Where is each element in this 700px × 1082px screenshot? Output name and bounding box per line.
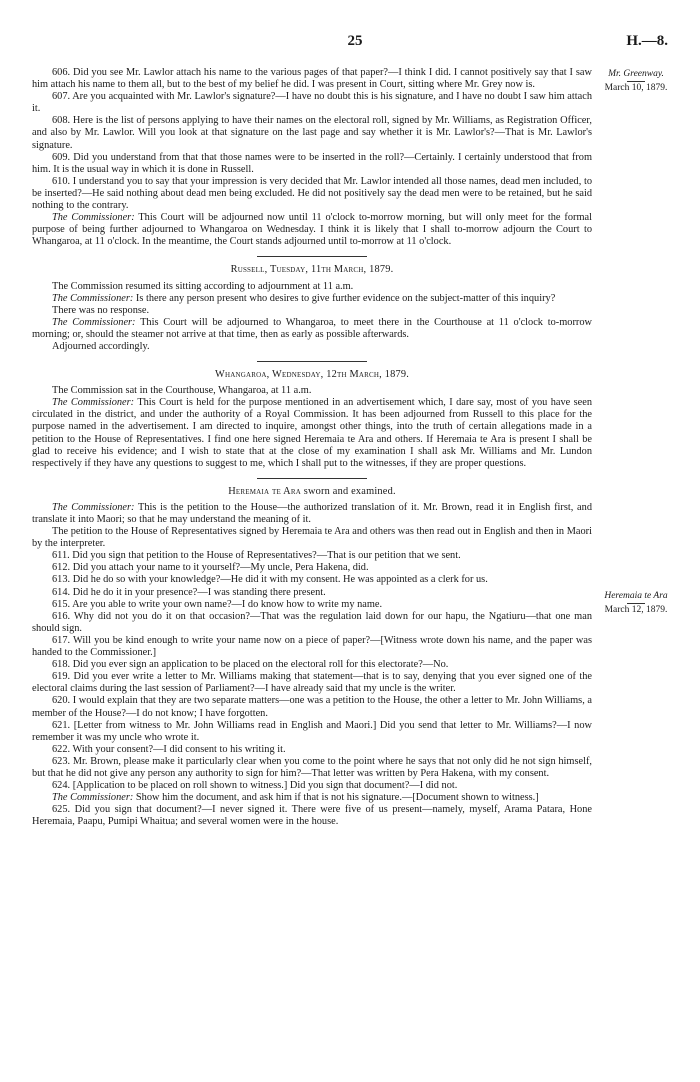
page-header — [32, 33, 678, 51]
speaker-label: The Commissioner: — [52, 397, 135, 409]
statement-text: This is the petition to the House—the authorized translation of it. Mr. Brown, read it in English first, and translate it into Maori; so that he may understand the meaning of it. — [32, 501, 592, 525]
margin-note-date: March 10, 1879. — [604, 83, 668, 93]
proceedings-paragraph: Adjourned accordingly. — [52, 340, 150, 352]
statement-text: This Court will be adjourned now until 11 o'clock to-morrow morning, but will only meet for the formal purpose of being further adjourned to Whangaroa on Wednesday. I think it is likely that I shall to-morrow adjourn the Court to Whangaroa, at 11 o'clock. In the meantime, the Court stands adjourned until to-morrow at 11 o'clock. — [32, 212, 592, 248]
section-heading: Russell, Tuesday, 11th March, 1879. — [230, 264, 394, 276]
margin-note-date: March 12, 1879. — [604, 605, 668, 615]
section-heading: Whangaroa, Wednesday, 12th March, 1879. — [215, 369, 409, 381]
evidence-paragraph: 608. Here is the list of persons applying to have their names on the electoral roll, signed by Mr. Williams, as Registration Officer, and also by Mr. Lawlor. Will you look at that signature on the last page and say whether it is Mr. Lawlor's?—That is Mr. Lawlor's signature. — [32, 115, 592, 151]
evidence-paragraph: 613. Did he do so with your knowledge?—He did it with my consent. He was appointed as a clerk for us. — [52, 574, 488, 586]
proceedings-paragraph: The Commission sat in the Courthouse, Whangaroa, at 11 a.m. — [52, 385, 312, 397]
evidence-paragraph: 625. Did you sign that document?—I never signed it. There were five of us present—namely, myself, Arama Patara, Hone Heremaia, Paapu, Pumipi Whaitua; and several women were in the house. — [32, 804, 592, 828]
commissioner-statement — [32, 792, 592, 804]
commissioner-statement — [32, 502, 592, 526]
evidence-paragraph: 624. [Application to be placed on roll shown to witness.] Did you sign that document?—I did not. — [52, 780, 458, 792]
margin-note-witness — [596, 591, 676, 616]
evidence-paragraph: 610. I understand you to say that your impression is very decided that Mr. Lawlor intended all those names, dead men included, to be inserted?—He said nothing about dead men being excluded. He did not positively say the dead men were to be retained, but he said nothing to the contrary. — [32, 175, 592, 212]
margin-note-divider — [627, 81, 645, 82]
evidence-paragraph: 606. Did you see Mr. Lawlor attach his name to the various pages of that paper?—I think I did. I cannot positively say that I saw him attach his name to them all, but to the best of my belief he did. I was present in Court, sitting where Mr. Grey now is. — [32, 67, 592, 91]
witness-name: Heremaia te Ara — [228, 485, 301, 497]
evidence-paragraph: 622. With your consent?—I did consent to his writing it. — [52, 743, 286, 755]
evidence-paragraph: 620. I would explain that they are two separate matters—one was a petition to the House, the other a letter to Mr. John Williams, a member of the House?—I do not know; I have forgotten. — [32, 695, 592, 719]
margin-note-name: Heremaia te Ara — [604, 591, 668, 601]
proceedings-paragraph: The Commission resumed its sitting according to adjournment at 11 a.m. — [52, 280, 354, 292]
commissioner-statement — [32, 317, 592, 341]
speaker-label: The Commissioner: — [52, 292, 134, 304]
commissioner-statement — [32, 293, 592, 305]
speaker-label: The Commissioner: — [52, 792, 134, 804]
section-divider — [257, 478, 367, 479]
witness-heading-suffix: sworn and examined. — [300, 485, 396, 497]
section-divider — [257, 256, 367, 257]
evidence-paragraph: 612. Did you attach your name to it yourself?—My uncle, Pera Hakena, did. — [52, 562, 369, 574]
evidence-paragraph: 615. Are you able to write your own name?—I do know how to write my name. — [52, 598, 383, 610]
speaker-label: The Commissioner: — [52, 501, 135, 513]
evidence-paragraph: 621. [Letter from witness to Mr. John Williams read in English and Maori.] Did you send that letter to Mr. Williams?—I now remember it was my uncle who wrote it. — [32, 719, 592, 743]
margin-note-divider — [627, 603, 645, 604]
evidence-paragraph: 611. Did you sign that petition to the House of Representatives?—That is our petition that we sent. — [52, 550, 461, 562]
witness-heading — [32, 486, 592, 498]
section-divider — [257, 361, 367, 362]
commissioner-statement — [32, 212, 592, 248]
document-body — [32, 67, 592, 828]
proceedings-paragraph: There was no response. — [52, 304, 150, 316]
evidence-paragraph: 618. Did you ever sign an application to be placed on the electoral roll for this electorate?—No. — [52, 659, 449, 671]
margin-note-witness — [596, 69, 676, 94]
evidence-paragraph: 617. Will you be kind enough to write your name now on a piece of paper?—[Witness wrote down his name, and the paper was handed to the Commissioner.] — [32, 634, 592, 659]
margin-note-name: Mr. Greenway. — [608, 69, 664, 79]
evidence-paragraph: 614. Did he do it in your presence?—I was standing there present. — [52, 586, 326, 598]
document-reference: H.—8. — [626, 33, 668, 49]
evidence-paragraph: 619. Did you ever write a letter to Mr. Williams making that statement—that is to say, denying that you ever signed one of the electoral claims during the last session of Parliament?—I have already said that my uncle is the writer. — [32, 671, 592, 695]
statement-text: Show him the document, and ask him if that is not his signature.—[Document shown to witness.] — [135, 792, 539, 804]
evidence-paragraph: 623. Mr. Brown, please make it particularly clear when you come to the point where he says that not only did he not sign himself, but that he did not give any person any authority to sign for him?—That letter was written by Pera Hakena, with my consent. — [32, 755, 592, 779]
speaker-label: The Commissioner: — [52, 212, 135, 224]
statement-text: This Court is held for the purpose mentioned in an advertisement which, I dare say, most of you have seen circulated in the district, and under the authority of a Royal Commission. It has been adjourned from Russell to this place for the purpose named in the advertisement. I am directed to inquire, amongst other things, into the truth of certain allegations made in a petition to the House of Representatives. I find one here signed Heremaia te Ara and others. If Heremaia te Ara is present I shall be glad to receive his evidence; and I wish to state that at the close of my examination I shall ask Mr. Williams and Mr. Lundon respectively if they have any questions to suggest to me, which I shall put to the witnesses, if they are proper questions. — [32, 397, 592, 469]
speaker-label: The Commissioner: — [52, 316, 136, 328]
page-number: 25 — [347, 33, 363, 49]
statement-text: This Court will be adjourned to Whangaroa, to meet there in the Courthouse at 11 o'clock to-morrow morning; or, should the steamer not arrive at that time, then as early as possible afterwards. — [32, 316, 592, 340]
evidence-paragraph: 607. Are you acquainted with Mr. Lawlor's signature?—I have no doubt this is his signature, and I have no doubt I saw him attach it. — [32, 91, 592, 115]
evidence-paragraph: 616. Why did not you do it on that occasion?—That was the regulation laid down for our hapu, the Ngatiuru—that one man should sign. — [32, 610, 592, 634]
proceedings-paragraph: The petition to the House of Representatives signed by Heremaia te Ara and others was then read out in English and then in Maori by the interpreter. — [32, 526, 592, 550]
statement-text: Is there any person present who desires to give further evidence on the subject-matter of this inquiry? — [135, 292, 556, 304]
evidence-paragraph: 609. Did you understand from that that those names were to be inserted in the roll?—Certainly. I certainly understood that from him. It is the usual way in which it is done in Russell. — [32, 151, 592, 175]
commissioner-statement — [32, 397, 592, 470]
